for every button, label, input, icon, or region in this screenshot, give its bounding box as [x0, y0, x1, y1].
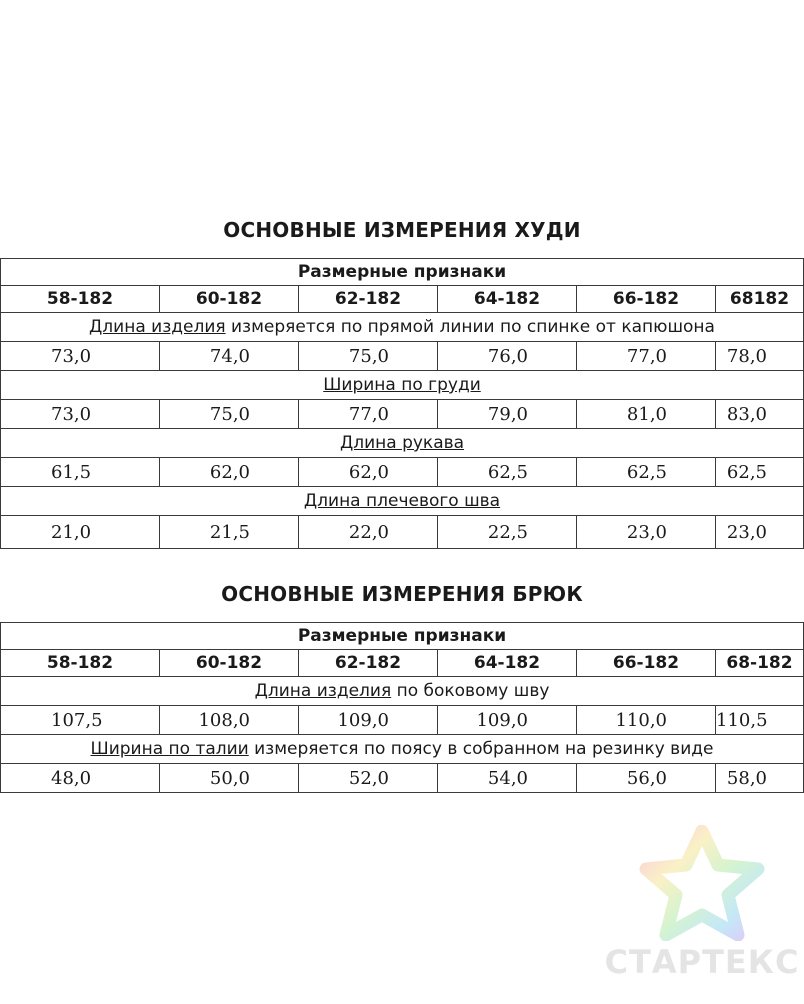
measurement-label — [1, 429, 804, 458]
value-cell: 54,0 — [438, 764, 577, 793]
measurement-values-row — [1, 458, 804, 487]
measurement-name: Длина плечевого шва — [303, 491, 501, 511]
size-cell: 64-182 — [438, 650, 577, 677]
pants-section — [0, 576, 804, 793]
measurement-label — [1, 735, 804, 764]
value-cell: 79,0 — [438, 400, 577, 429]
pants-section-header: Размерные признаки — [1, 623, 804, 650]
value-cell: 109,0 — [438, 706, 577, 735]
measurement-label-row — [1, 487, 804, 516]
value-cell: 76,0 — [438, 342, 577, 371]
size-cell: 58-182 — [1, 650, 160, 677]
value-cell: 83,0 — [716, 400, 804, 429]
measurement-note: измеряется по поясу в собранном на резинку виде — [248, 739, 714, 759]
value-cell: 74,0 — [160, 342, 299, 371]
value-cell: 75,0 — [160, 400, 299, 429]
value-cell: 110,5 — [716, 706, 804, 735]
measurement-label-row — [1, 429, 804, 458]
value-cell: 21,0 — [1, 516, 160, 549]
size-cell: 62-182 — [299, 286, 438, 313]
measurement-values-row — [1, 706, 804, 735]
pants-table — [0, 622, 804, 793]
value-cell: 50,0 — [160, 764, 299, 793]
value-cell: 75,0 — [299, 342, 438, 371]
measurement-values-row — [1, 342, 804, 371]
size-cell: 66-182 — [577, 650, 716, 677]
value-cell: 62,0 — [299, 458, 438, 487]
measurement-name: Длина рукава — [339, 433, 465, 453]
hoodie-title: ОСНОВНЫЕ ИЗМЕРЕНИЯ ХУДИ — [223, 218, 581, 242]
size-cell: 58-182 — [1, 286, 160, 313]
size-cell: 68182 — [716, 286, 804, 313]
value-cell: 58,0 — [716, 764, 804, 793]
value-cell: 22,5 — [438, 516, 577, 549]
hoodie-table — [0, 258, 804, 549]
value-cell: 62,5 — [716, 458, 804, 487]
value-cell: 77,0 — [577, 342, 716, 371]
hoodie-section-header: Размерные признаки — [1, 259, 804, 286]
size-cell: 60-182 — [160, 650, 299, 677]
measurement-name: Ширина по груди — [323, 375, 481, 395]
value-cell: 73,0 — [1, 342, 160, 371]
measurement-label-row — [1, 735, 804, 764]
value-cell: 23,0 — [716, 516, 804, 549]
measurement-note: по боковому шву — [391, 681, 550, 701]
size-cell: 68-182 — [716, 650, 804, 677]
value-cell: 62,0 — [160, 458, 299, 487]
value-cell: 56,0 — [577, 764, 716, 793]
measurement-note: измеряется по прямой линии по спинке от капюшона — [225, 317, 715, 337]
pants-title: ОСНОВНЫЕ ИЗМЕРЕНИЯ БРЮК — [221, 582, 583, 606]
value-cell: 78,0 — [716, 342, 804, 371]
value-cell: 61,5 — [1, 458, 160, 487]
size-cell: 60-182 — [160, 286, 299, 313]
star-logo-icon — [632, 825, 772, 941]
value-cell: 22,0 — [299, 516, 438, 549]
measurement-label — [1, 677, 804, 706]
measurement-label-row — [1, 677, 804, 706]
hoodie-section — [0, 212, 804, 549]
size-cell: 64-182 — [438, 286, 577, 313]
value-cell: 77,0 — [299, 400, 438, 429]
value-cell: 110,0 — [577, 706, 716, 735]
measurement-label-row — [1, 313, 804, 342]
hoodie-section-header-row — [1, 259, 804, 286]
measurement-name: Ширина по талии — [90, 739, 249, 759]
watermark — [600, 825, 804, 1004]
measurement-values-row — [1, 764, 804, 793]
value-cell: 108,0 — [160, 706, 299, 735]
measurement-label — [1, 371, 804, 400]
measurement-values-row — [1, 400, 804, 429]
value-cell: 73,0 — [1, 400, 160, 429]
hoodie-size-row — [1, 286, 804, 313]
pants-size-row — [1, 650, 804, 677]
value-cell: 21,5 — [160, 516, 299, 549]
measurement-name: Длина изделия — [89, 317, 226, 337]
value-cell: 62,5 — [577, 458, 716, 487]
measurement-label — [1, 313, 804, 342]
size-cell: 66-182 — [577, 286, 716, 313]
value-cell: 107,5 — [1, 706, 160, 735]
size-cell: 62-182 — [299, 650, 438, 677]
value-cell: 52,0 — [299, 764, 438, 793]
measurement-name: Длина изделия — [254, 681, 392, 701]
pants-section-header-row — [1, 623, 804, 650]
measurement-label-row — [1, 371, 804, 400]
measurement-values-row — [1, 516, 804, 549]
value-cell: 109,0 — [299, 706, 438, 735]
value-cell: 48,0 — [1, 764, 160, 793]
value-cell: 62,5 — [438, 458, 577, 487]
measurement-label — [1, 487, 804, 516]
value-cell: 23,0 — [577, 516, 716, 549]
value-cell: 81,0 — [577, 400, 716, 429]
watermark-text: СТАРТЕКС — [604, 943, 800, 981]
